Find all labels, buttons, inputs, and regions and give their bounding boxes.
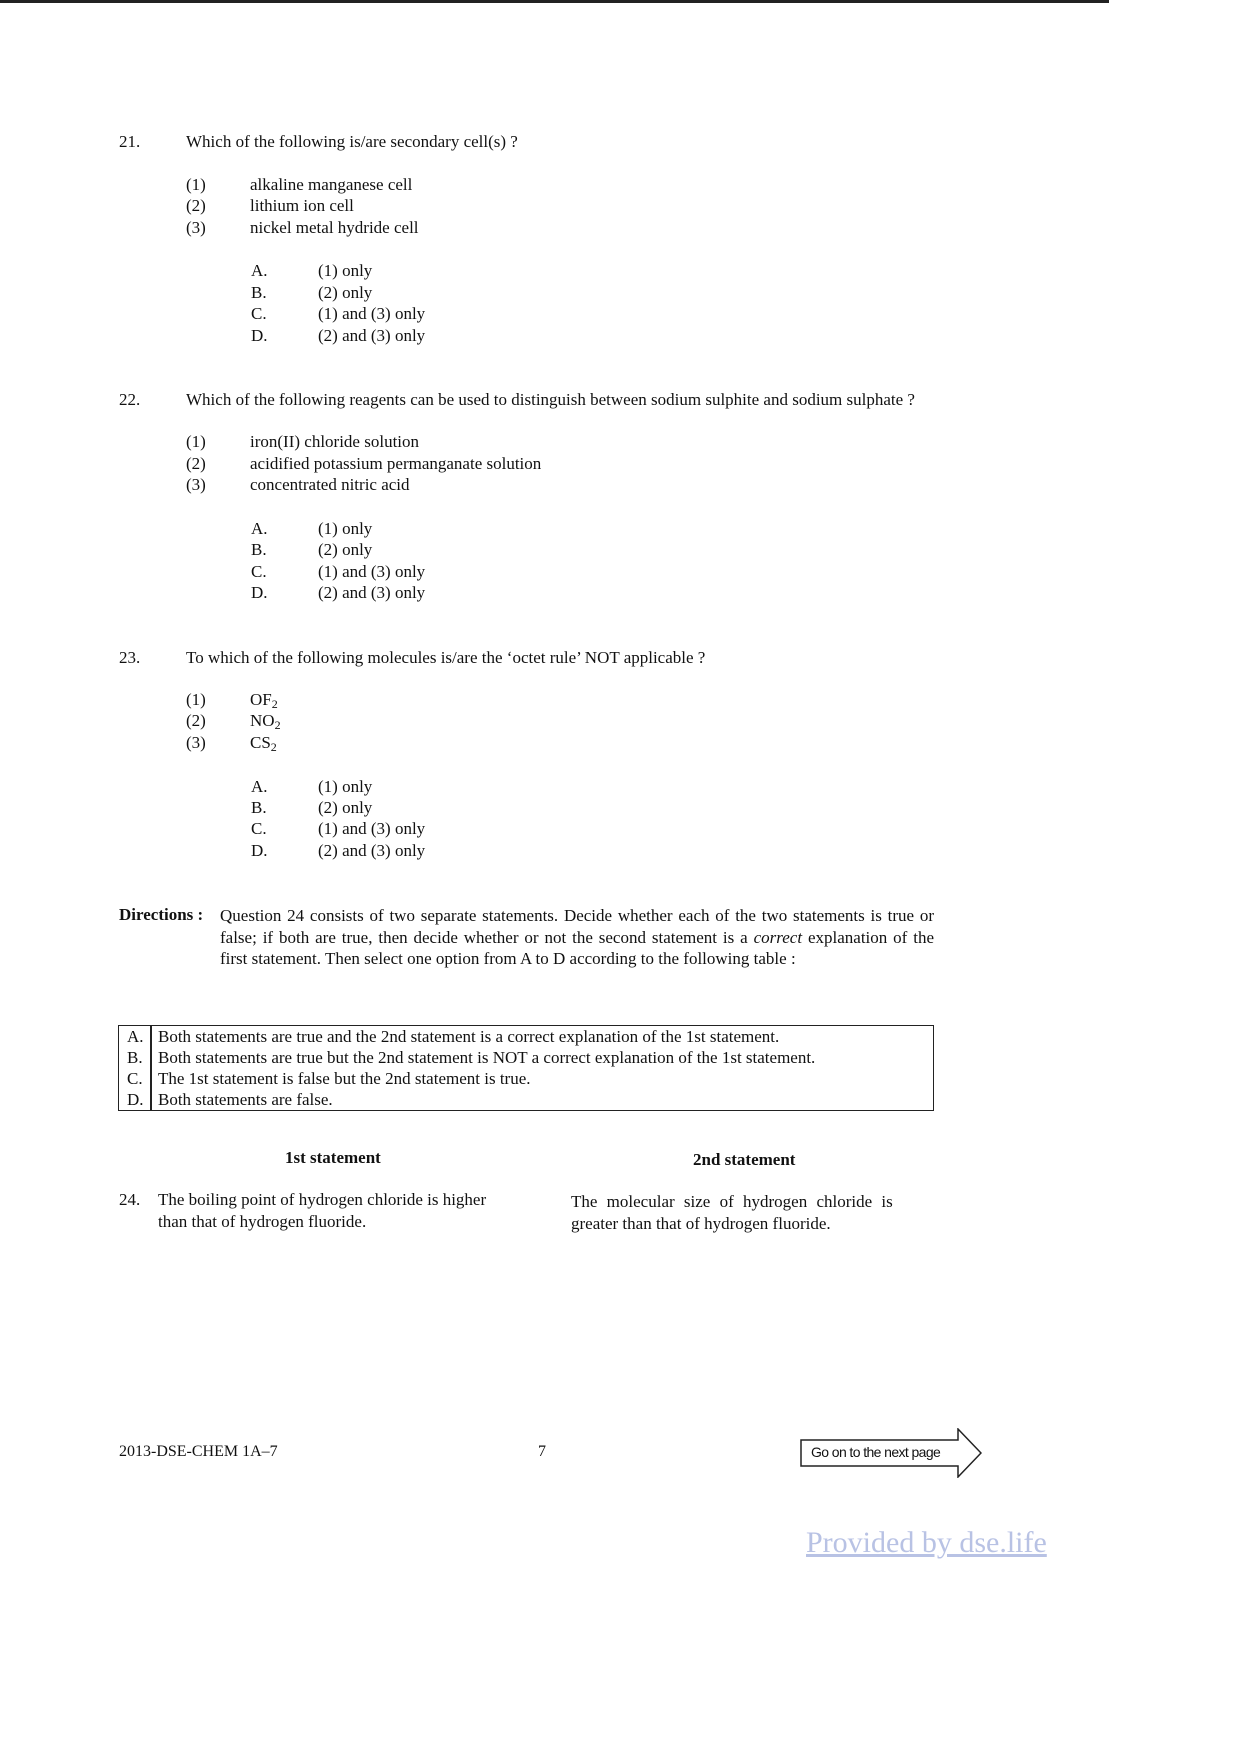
item-label: (3) <box>186 475 206 494</box>
option-text: (2) and (3) only <box>318 326 426 345</box>
table-row <box>119 1047 933 1069</box>
table-row-text: The 1st statement is false but the 2nd statement is true. <box>158 1069 531 1088</box>
item-label: (1) <box>186 432 206 451</box>
column-heading-1st: 1st statement <box>285 1148 381 1167</box>
statement-2-line: The molecular size of hydrogen chloride is <box>571 1192 893 1211</box>
column-heading-2nd: 2nd statement <box>693 1150 796 1169</box>
item-label: (3) <box>186 218 206 237</box>
table-row <box>119 1089 933 1111</box>
chemical-formula: $OF_2$ <box>250 690 278 711</box>
item-label: (1) <box>186 690 206 709</box>
option-text: (1) and (3) only <box>318 819 426 838</box>
item-label: (2) <box>186 454 206 473</box>
question-number: 21. <box>119 132 141 151</box>
table-row-label: B. <box>127 1048 143 1067</box>
question-stem: Which of the following reagents can be used to distinguish between sodium sulphite and sodium sulphate ? <box>186 390 915 409</box>
table-row <box>119 1068 933 1090</box>
item-label: (3) <box>186 733 206 752</box>
item-label: (1) <box>186 175 206 194</box>
item-label: (2) <box>186 711 206 730</box>
question-number: 22. <box>119 390 141 409</box>
option-label: D. <box>251 326 268 345</box>
watermark: Provided by dse.life <box>806 1526 1047 1559</box>
chemical-formula: $CS_2$ <box>250 733 277 754</box>
option-text: (1) and (3) only <box>318 304 426 323</box>
table-row-text: Both statements are false. <box>158 1090 333 1109</box>
directions-text: Question 24 consists of two separate statements. Decide whether each of the two statements is true or false; if both are true, then decide whether or not the second statement is a correct explanation of the first statement. Then select one option from A to D according to the following table : <box>220 906 934 968</box>
option-label: A. <box>251 519 268 538</box>
answer-key-table <box>118 1025 934 1111</box>
question-number: 23. <box>119 648 141 667</box>
chemical-formula: $NO_2$ <box>250 711 281 732</box>
option-text: (1) only <box>318 519 373 538</box>
table-row-label: A. <box>127 1027 144 1046</box>
item-text: nickel metal hydride cell <box>250 218 419 237</box>
option-label: D. <box>251 583 268 602</box>
option-text: (1) only <box>318 261 373 280</box>
item-text: lithium ion cell <box>250 196 354 215</box>
table-row <box>119 1026 933 1048</box>
option-label: A. <box>251 777 268 796</box>
option-label: C. <box>251 304 267 323</box>
page-number: 7 <box>538 1443 546 1460</box>
item-text: iron(II) chloride solution <box>250 432 420 451</box>
option-label: C. <box>251 562 267 581</box>
table-row-label: C. <box>127 1069 143 1088</box>
option-text: (2) and (3) only <box>318 583 426 602</box>
statement-1-line: The boiling point of hydrogen chloride is higher <box>158 1190 487 1209</box>
option-text: (1) and (3) only <box>318 562 426 581</box>
option-text: (2) only <box>318 540 373 559</box>
option-text: (2) only <box>318 283 373 302</box>
option-label: A. <box>251 261 268 280</box>
option-label: C. <box>251 819 267 838</box>
statement-2-line: greater than that of hydrogen fluoride. <box>571 1214 831 1233</box>
item-text: acidified potassium permanganate solution <box>250 454 542 473</box>
table-divider <box>150 1025 152 1111</box>
item-text: concentrated nitric acid <box>250 475 410 494</box>
top-border <box>0 0 1109 3</box>
item-text: alkaline manganese cell <box>250 175 413 194</box>
option-label: B. <box>251 540 267 559</box>
option-label: B. <box>251 283 267 302</box>
next-page-label: Go on to the next page <box>811 1444 941 1460</box>
option-text: (2) and (3) only <box>318 841 426 860</box>
paper-code: 2013-DSE-CHEM 1A–7 <box>119 1443 278 1460</box>
directions-heading: Directions : <box>119 905 204 924</box>
option-label: B. <box>251 798 267 817</box>
question-stem: Which of the following is/are secondary cell(s) ? <box>186 132 518 151</box>
table-row-text: Both statements are true but the 2nd statement is NOT a correct explanation of the 1st statement. <box>158 1048 816 1067</box>
option-label: D. <box>251 841 268 860</box>
option-text: (1) only <box>318 777 373 796</box>
statement-1-line: than that of hydrogen fluoride. <box>158 1212 367 1231</box>
table-row-label: D. <box>127 1090 144 1109</box>
question-stem: To which of the following molecules is/are the ‘octet rule’ NOT applicable ? <box>186 648 706 667</box>
item-label: (2) <box>186 196 206 215</box>
option-text: (2) only <box>318 798 373 817</box>
table-row-text: Both statements are true and the 2nd statement is a correct explanation of the 1st statement. <box>158 1027 780 1046</box>
question-number: 24. <box>119 1190 141 1209</box>
